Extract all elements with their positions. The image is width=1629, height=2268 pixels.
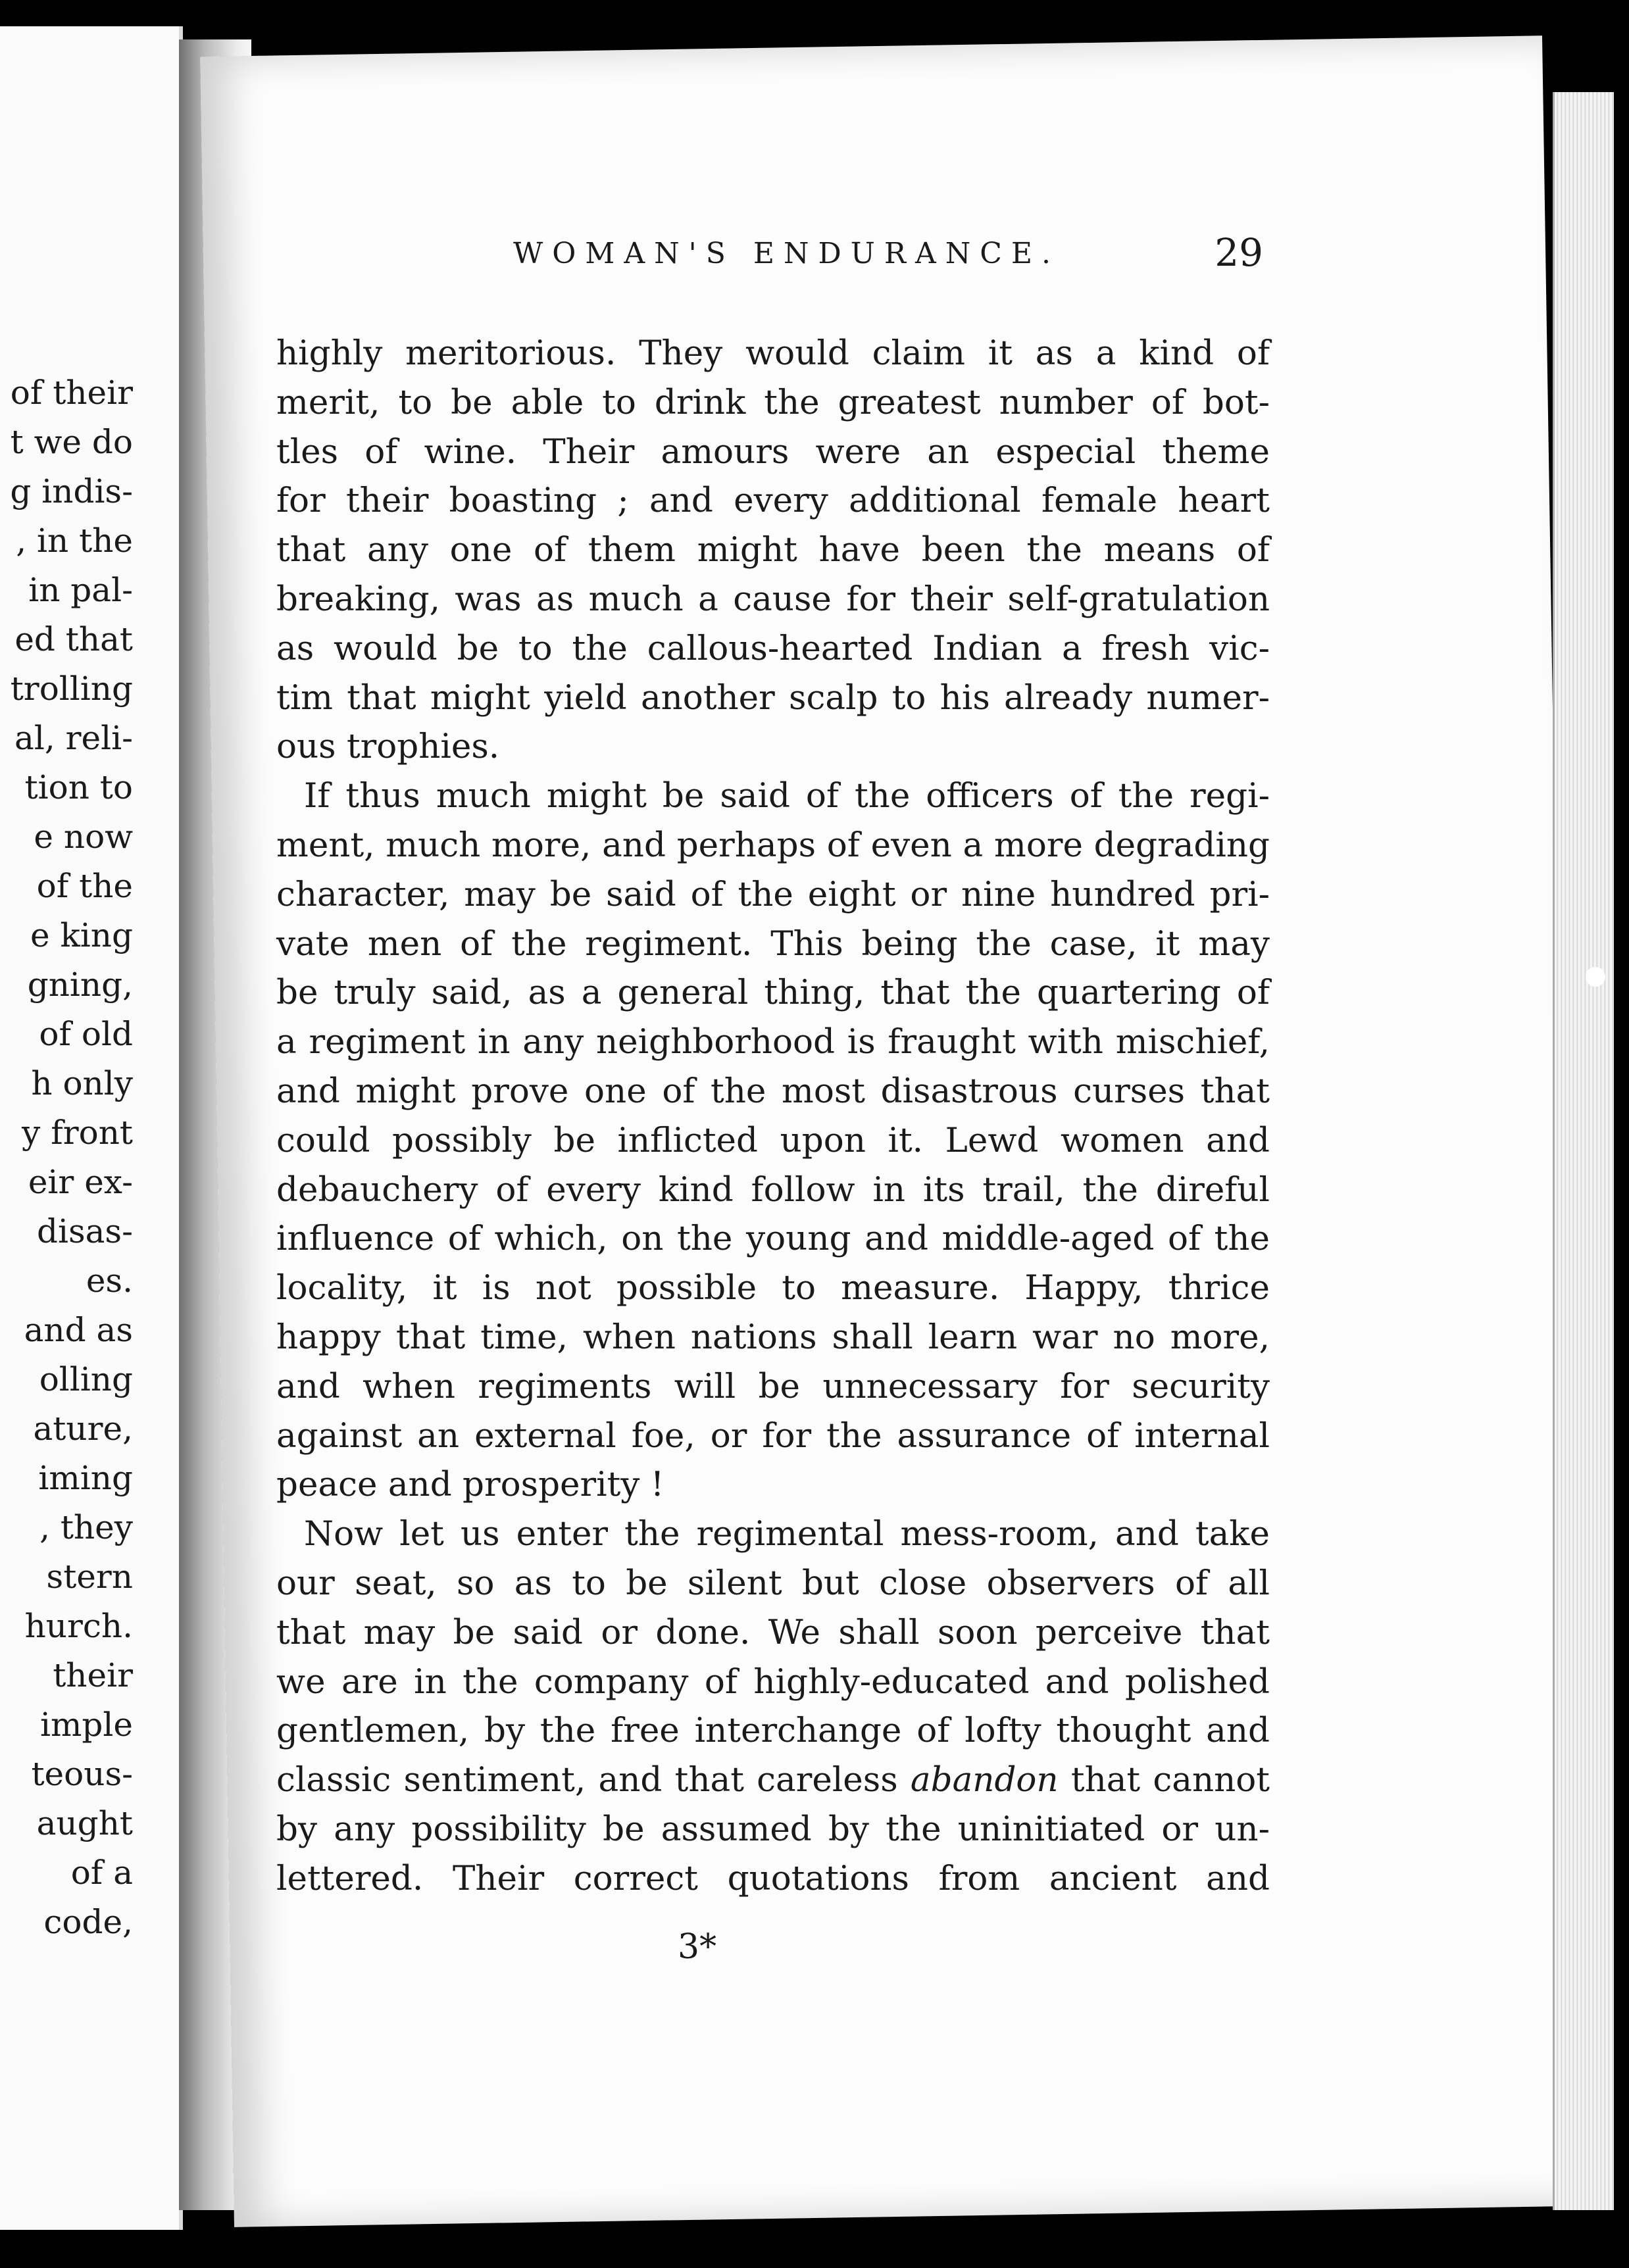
text-line: classic sentiment, and that careless abandon that cannot: [276, 1760, 1270, 1800]
left-page-line: g indis-: [10, 472, 133, 510]
text-line: vate men of the regiment. This being the case, it may: [276, 924, 1270, 964]
left-page-line: iming: [38, 1459, 133, 1497]
scan-speck: [1586, 967, 1605, 987]
left-page-line: disas-: [36, 1212, 133, 1250]
left-page-line: imple: [40, 1706, 133, 1744]
text-line: If thus much might be said of the officers of the regi-: [304, 776, 1270, 816]
text-line: our seat, so as to be silent but close observers of all: [276, 1563, 1270, 1603]
text-line: against an external foe, or for the assurance of internal: [276, 1416, 1270, 1456]
text-line: that any one of them might have been the means of: [276, 530, 1270, 570]
running-head: [289, 230, 1276, 296]
left-page-line: of their: [10, 374, 133, 412]
text-line: highly meritorious. They would claim it as a kind of: [276, 333, 1270, 373]
left-page-line: h only: [31, 1064, 133, 1102]
left-page-line: teous-: [31, 1755, 133, 1793]
text-line: happy that time, when nations shall learn war no more,: [276, 1317, 1270, 1357]
signature-mark: 3*: [678, 1927, 717, 1967]
left-page-line: their: [53, 1656, 133, 1694]
left-page-line: stern: [46, 1558, 133, 1596]
paragraph: [276, 1510, 1270, 1903]
left-page-line: hurch.: [24, 1607, 133, 1645]
left-page-line: trolling: [10, 670, 133, 708]
left-page-line: al, reli-: [14, 719, 133, 757]
left-page-line: eir ex-: [28, 1163, 133, 1201]
text-line: character, may be said of the eight or nine hundred pri-: [276, 874, 1270, 914]
left-page-line: e now: [34, 818, 133, 856]
text-line: ous trophies.: [276, 727, 500, 767]
text-line: gentlemen, by the free interchange of lofty thought and: [276, 1711, 1270, 1751]
text-line: by any possibility be assumed by the uninitiated or un-: [276, 1809, 1270, 1849]
text-line: and when regiments will be unnecessary for security: [276, 1366, 1270, 1406]
left-page-line: gning,: [27, 966, 133, 1004]
text-line: ment, much more, and perhaps of even a more degrading: [276, 825, 1270, 865]
text-line: Now let us enter the regimental mess-room, and take: [304, 1514, 1270, 1554]
running-head-title: WOMAN'S ENDURANCE.: [513, 237, 1061, 270]
text-line: locality, it is not possible to measure. Happy, thrice: [276, 1268, 1270, 1308]
text-line: merit, to be able to drink the greatest number of bot-: [276, 382, 1270, 422]
left-page-line: olling: [39, 1360, 133, 1398]
page-number: 29: [1215, 230, 1263, 275]
italic-word: abandon: [910, 1760, 1059, 1800]
text-line: a regiment in any neighborhood is fraught with mischief,: [276, 1022, 1270, 1062]
text-line: as would be to the callous-hearted Indian a fresh vic-: [276, 628, 1270, 668]
text-line: could possibly be inflicted upon it. Lewd women and: [276, 1120, 1270, 1160]
left-page-line: t we do: [10, 423, 133, 461]
text-line: be truly said, as a general thing, that the quartering of: [276, 973, 1270, 1013]
left-page-line: of old: [39, 1015, 133, 1053]
left-page-line: of a: [70, 1854, 133, 1892]
left-page-line: ed that: [14, 620, 133, 658]
page-edges: [1553, 92, 1614, 2210]
left-page-line: aught: [36, 1804, 133, 1842]
text-line: tim that might yield another scalp to his already numer-: [276, 678, 1270, 718]
left-page-line: e king: [30, 916, 133, 954]
left-page-text-fragments: [10, 368, 133, 1947]
text-line: tles of wine. Their amours were an especial theme: [276, 431, 1270, 472]
text-line: influence of which, on the young and middle-aged of the: [276, 1219, 1270, 1259]
left-page-line: tion to: [24, 768, 133, 806]
left-page-line: y front: [22, 1114, 133, 1152]
text-line: peace and prosperity !: [276, 1465, 664, 1505]
left-facing-page: [0, 26, 183, 2230]
text-line: lettered. Their correct quotations from ancient and: [276, 1858, 1270, 1898]
text-line: and might prove one of the most disastrous curses that: [276, 1071, 1270, 1111]
paragraph: [276, 772, 1270, 1510]
text-line: for their boasting ; and every additional female heart: [276, 481, 1270, 521]
text-line: breaking, was as much a cause for their self-gratulation: [276, 579, 1270, 619]
left-page-line: ature,: [33, 1410, 133, 1448]
text-line: that may be said or done. We shall soon perceive that: [276, 1612, 1270, 1652]
left-page-line: , in the: [16, 522, 133, 560]
paragraph: [276, 329, 1270, 772]
text-line: we are in the company of highly-educated and polished: [276, 1662, 1270, 1702]
left-page-line: of the: [36, 867, 133, 905]
left-page-line: , they: [39, 1508, 133, 1546]
left-page-line: and as: [24, 1311, 133, 1349]
left-page-line: in pal-: [28, 571, 133, 609]
left-page-line: code,: [43, 1903, 133, 1941]
body-text: [276, 329, 1270, 1904]
left-page-line: es.: [86, 1262, 133, 1300]
text-line: debauchery of every kind follow in its trail, the direful: [276, 1170, 1270, 1210]
